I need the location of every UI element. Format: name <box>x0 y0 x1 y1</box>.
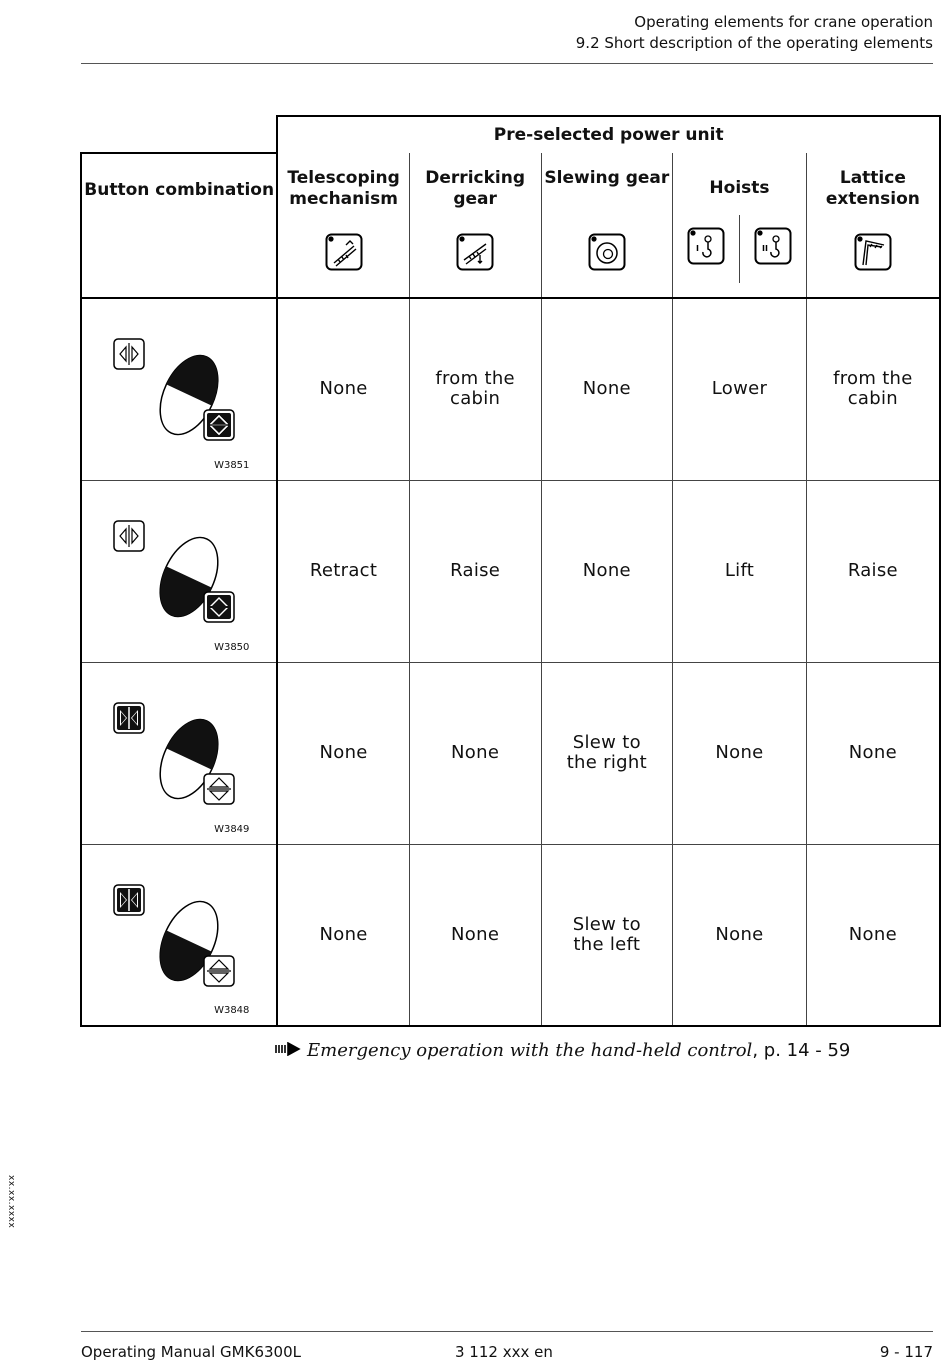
figure-code: W3850 <box>214 641 250 653</box>
table-row <box>81 844 940 1026</box>
cell-lattice: None <box>806 844 940 1026</box>
cell-text: from the cabin <box>435 368 515 410</box>
button-combination-cell <box>81 844 277 1026</box>
reference-arrow-icon <box>275 1040 301 1061</box>
combination-icon-lower <box>112 337 242 447</box>
combination-icon-raise <box>112 519 242 629</box>
cell-hoists: Lower <box>673 298 807 480</box>
button-combination-cell <box>81 298 277 480</box>
column-label: Slewing gear <box>544 168 670 188</box>
lattice-extension-icon <box>854 233 892 277</box>
table-row <box>81 662 940 844</box>
combination-icon-slew-left <box>112 883 242 993</box>
cell-telescoping: Retract <box>277 480 409 662</box>
footer-rule <box>81 1331 933 1332</box>
cell-derricking: None <box>409 844 541 1026</box>
hoist-ii-icon <box>754 227 792 271</box>
cell-hoists: Lift <box>673 480 807 662</box>
combination-icon-slew-right <box>112 701 242 811</box>
cell-telescoping: None <box>277 298 409 480</box>
telescoping-icon <box>325 233 363 277</box>
figure-code: W3851 <box>214 459 250 471</box>
cell-text: Slew to the left <box>572 913 641 955</box>
column-label: Telescoping mechanism <box>287 168 400 209</box>
cell-slewing <box>541 844 673 1026</box>
document-code: xx.xx.xxxx <box>6 1175 16 1229</box>
cell-lattice: Raise <box>806 480 940 662</box>
footer-page-number: 9 - 117 <box>879 1343 933 1361</box>
reference-title[interactable]: Emergency operation with the hand-held control <box>307 1040 753 1061</box>
svg-text:II: II <box>761 244 768 253</box>
derricking-icon <box>456 233 494 277</box>
header-line-1: Operating elements for crane operation <box>634 13 933 31</box>
column-label: Lattice extension <box>825 168 920 209</box>
header-rule <box>81 63 933 64</box>
cell-lattice: None <box>806 662 940 844</box>
cross-reference[interactable] <box>275 1040 850 1061</box>
button-combination-table <box>80 115 941 1027</box>
button-combination-header: Button combination <box>81 153 277 298</box>
cell-derricking: None <box>409 662 541 844</box>
cell-text: Slew to the right <box>566 732 647 773</box>
cell-slewing: None <box>541 298 673 480</box>
cell-text: from the cabin <box>833 368 913 410</box>
cell-telescoping: None <box>277 662 409 844</box>
table-row <box>81 480 940 662</box>
cell-hoists: None <box>673 844 807 1026</box>
column-label: Hoists <box>709 178 770 198</box>
column-hoists <box>673 153 807 298</box>
header-line-2: 9.2 Short description of the operating elements <box>575 34 933 52</box>
cell-hoists: None <box>673 662 807 844</box>
column-lattice <box>806 153 940 298</box>
footer-document-number: 3 112 xxx en <box>455 1343 553 1361</box>
footer-manual-title: Operating Manual GMK6300L <box>81 1343 301 1361</box>
table-row <box>81 298 940 480</box>
hoist-i-icon <box>687 227 725 271</box>
group-header: Pre-selected power unit <box>277 116 940 153</box>
column-slewing <box>541 153 673 298</box>
column-telescoping <box>277 153 409 298</box>
cell-lattice <box>806 298 940 480</box>
cell-slewing: None <box>541 480 673 662</box>
cell-slewing <box>541 662 673 844</box>
figure-code: W3848 <box>214 1005 250 1016</box>
cell-derricking: Raise <box>409 480 541 662</box>
column-label: Derricking gear <box>425 168 525 209</box>
reference-page: , p. 14 - 59 <box>752 1040 851 1061</box>
figure-code: W3849 <box>214 823 250 835</box>
cell-derricking <box>409 298 541 480</box>
button-combination-cell <box>81 480 277 662</box>
cell-telescoping: None <box>277 844 409 1026</box>
svg-text:I: I <box>696 244 700 253</box>
button-combination-cell <box>81 662 277 844</box>
slewing-icon <box>588 233 626 277</box>
column-derricking <box>409 153 541 298</box>
